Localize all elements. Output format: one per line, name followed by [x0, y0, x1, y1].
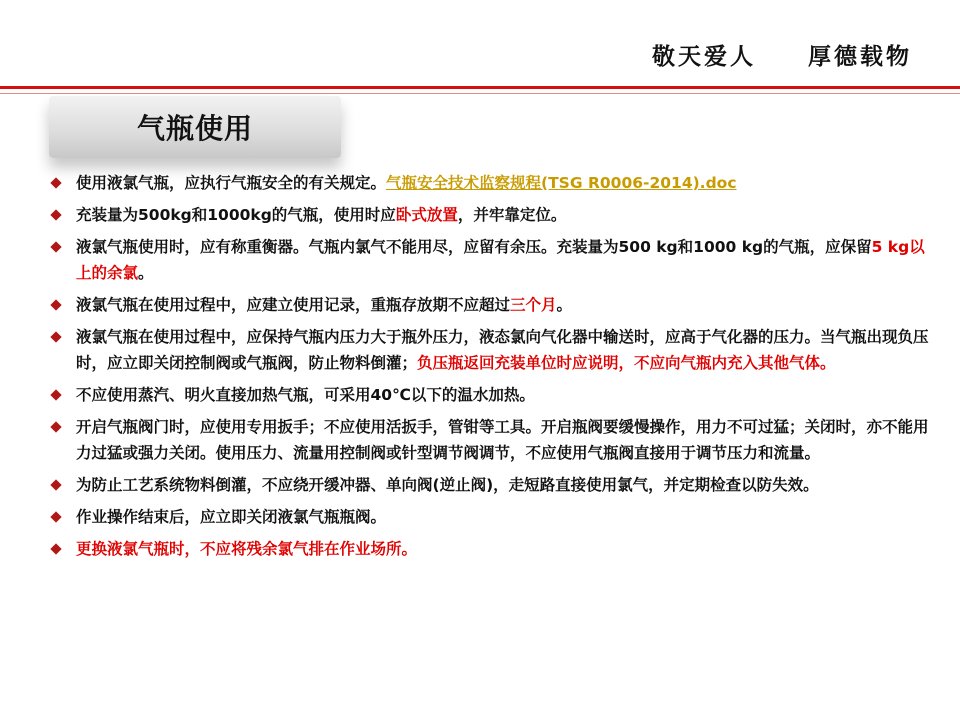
- bullet-text: 。: [556, 296, 573, 314]
- bullet-item: [48, 382, 933, 408]
- bullet-text: 充装量为500kg和1000kg的气瓶，使用时应: [76, 206, 396, 224]
- header-rule-thin: [0, 93, 960, 94]
- bullet-item: [48, 472, 933, 498]
- bullet-item: [48, 324, 933, 376]
- bullet-item: [48, 202, 933, 228]
- bullet-text: 为防止工艺系统物料倒灌，不应绕开缓冲器、单向阀(逆止阀)，走短路直接使用氯气，并定期检查以防失效。: [76, 476, 819, 494]
- diamond-bullet-icon: [50, 421, 61, 432]
- bullet-highlight: 负压瓶返回充装单位时应说明，不应向气瓶内充入其他气体。: [417, 354, 836, 372]
- diamond-bullet-icon: [50, 479, 61, 490]
- bullet-text: ，并牢靠定位。: [457, 206, 567, 224]
- bullet-highlight: 三个月: [510, 296, 557, 314]
- diamond-bullet-icon: [50, 299, 61, 310]
- diamond-bullet-icon: [50, 209, 61, 220]
- bullet-text: 液氯气瓶使用时，应有称重衡器。气瓶内氯气不能用尽，应留有余压。充装量为500 kg和1000 kg的气瓶，应保留: [76, 238, 872, 256]
- diamond-bullet-icon: [50, 241, 61, 252]
- bullet-list: [48, 170, 933, 568]
- bullet-item: [48, 234, 933, 286]
- bullet-item: [48, 536, 933, 562]
- header-motto: 敬天爱人 厚德载物: [652, 43, 912, 70]
- title-box: [49, 96, 341, 158]
- page-title: 气瓶使用: [136, 112, 253, 145]
- bullet-text: 。: [138, 264, 154, 282]
- bullet-text: 开启气瓶阀门时，应使用专用扳手；不应使用活扳手，管钳等工具。开启瓶阀要缓慢操作，用力不可过猛；关闭时，亦不能用力过猛或强力关闭。使用压力、流量用控制阀或针型调节阀调节，不应使用气瓶阀直接用于调节压力和流量。: [76, 418, 929, 462]
- diamond-bullet-icon: [50, 331, 61, 342]
- bullet-text: 液氯气瓶在使用过程中，应保持气瓶内压力大于瓶外压力，液态氯向气化器中输送时，应高于气化器的压力。当气瓶出现负压时，应立即关闭控制阀或气瓶阀，防止物料倒灌；: [76, 328, 929, 372]
- bullet-highlight: 5 kg以上的余氯: [76, 238, 925, 282]
- bullet-highlight: 卧式放置: [395, 206, 458, 224]
- bullet-highlight: 更换液氯气瓶时，不应将残余氯气排在作业场所。: [76, 540, 418, 558]
- bullet-text: 不应使用蒸汽、明火直接加热气瓶，可采用40℃以下的温水加热。: [76, 386, 535, 404]
- bullet-text: 作业操作结束后，应立即关闭液氯气瓶瓶阀。: [76, 508, 387, 526]
- diamond-bullet-icon: [50, 177, 61, 188]
- diamond-bullet-icon: [50, 389, 61, 400]
- diamond-bullet-icon: [50, 543, 61, 554]
- bullet-item: [48, 504, 933, 530]
- bullet-item: [48, 170, 933, 196]
- bullet-text: 使用液氯气瓶，应执行气瓶安全的有关规定。: [76, 174, 387, 192]
- bullet-item: [48, 292, 933, 318]
- bullet-item: [48, 414, 933, 466]
- diamond-bullet-icon: [50, 511, 61, 522]
- bullet-text: 液氯气瓶在使用过程中，应建立使用记录，重瓶存放期不应超过: [76, 296, 511, 314]
- header-rule: [0, 86, 960, 89]
- regulation-doc-link[interactable]: 气瓶安全技术监察规程(TSG R0006-2014).doc: [386, 174, 737, 192]
